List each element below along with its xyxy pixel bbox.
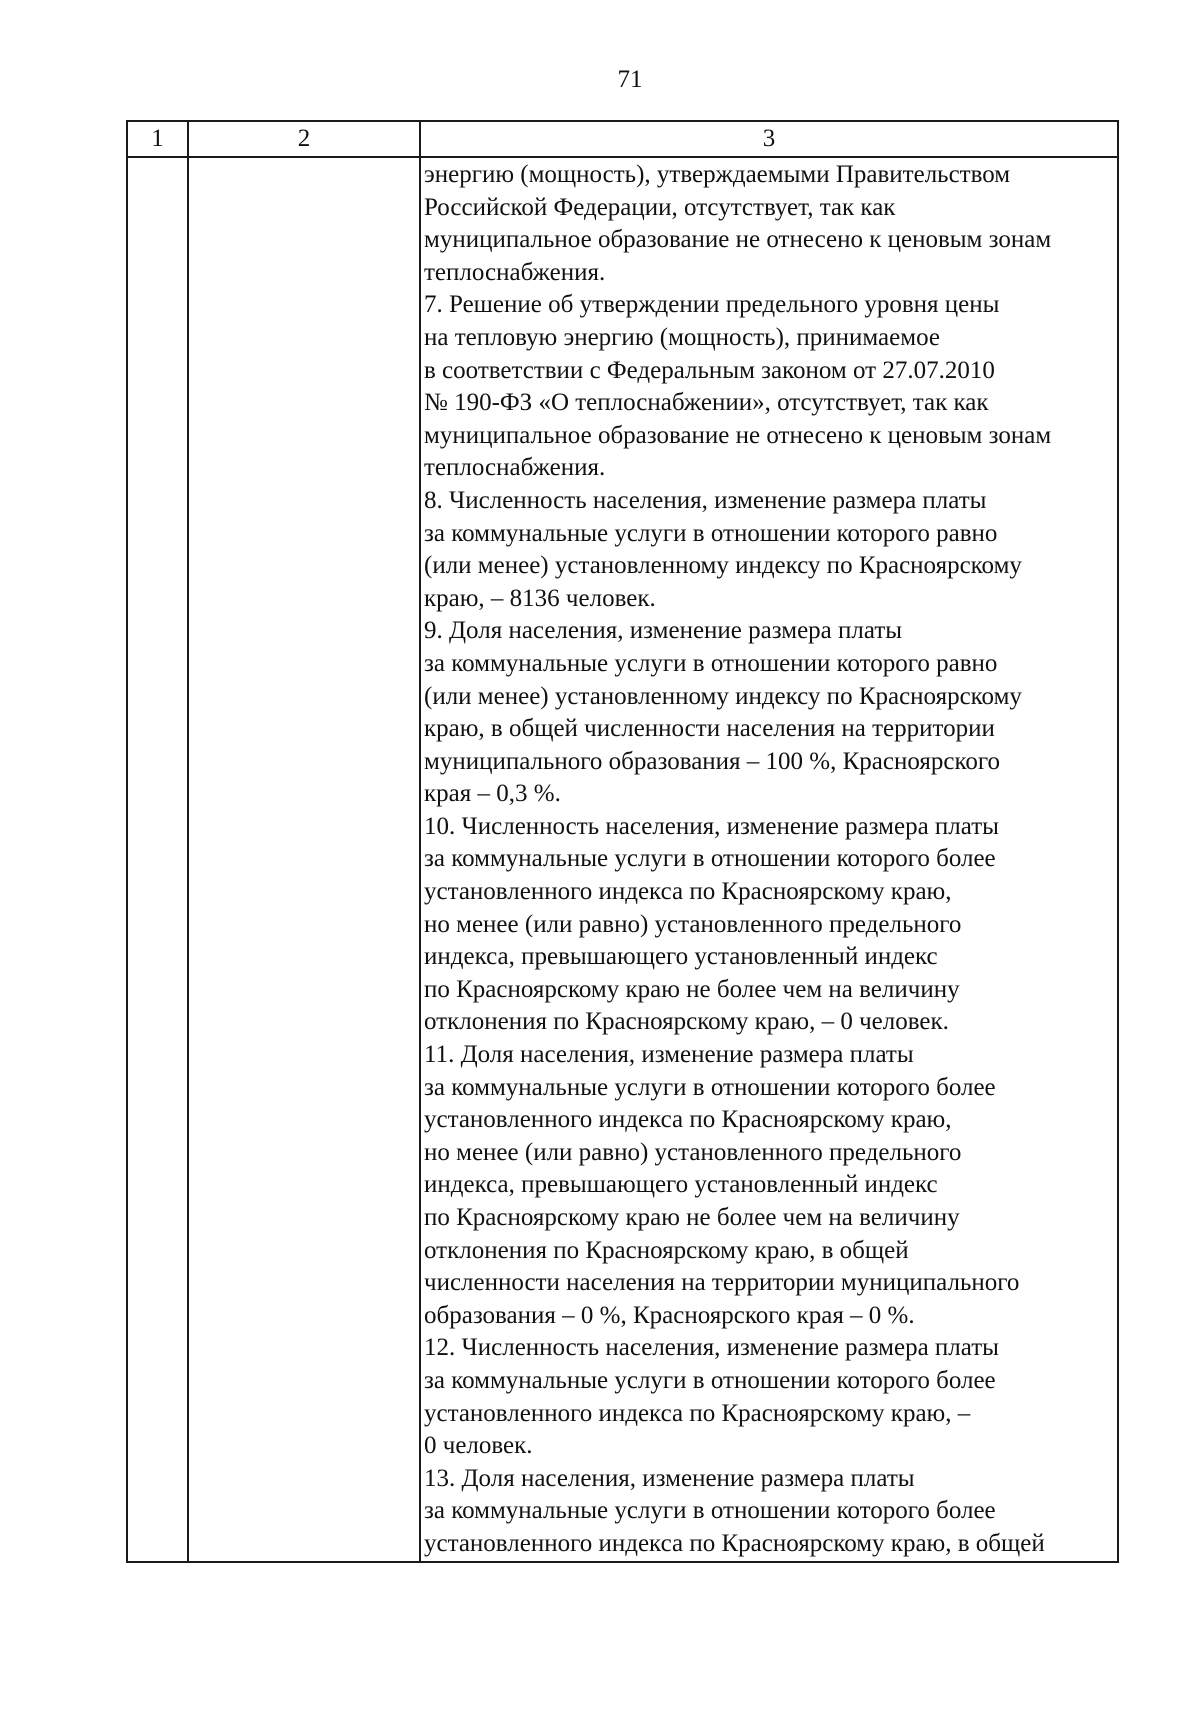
text-line: 11. Доля населения, изменение размера платы: [424, 1041, 914, 1069]
page-number: 71: [617, 66, 643, 93]
text-line: образования – 0 %, Красноярского края – 0 %.: [424, 1301, 915, 1329]
text-line: 12. Численность населения, изменение размера платы: [424, 1334, 999, 1362]
text-line: 7. Решение об утверждении предельного уровня цены: [424, 291, 1000, 319]
text-line: в соответствии с Федеральным законом от 27.07.2010: [424, 356, 995, 384]
text-line: краю, в общей численности населения на территории: [424, 715, 995, 743]
text-line: по Красноярскому краю не более чем на величину: [424, 1204, 960, 1231]
text-line: но менее (или равно) установленного предельного: [424, 910, 962, 938]
column-divider: [419, 122, 421, 1561]
text-line: 8. Численность населения, изменение размера платы: [424, 486, 987, 514]
text-line: за коммунальные услуги в отношении которого более: [424, 845, 996, 873]
text-line: по Красноярскому краю не более чем на величину: [424, 975, 960, 1003]
document-table: [126, 120, 1119, 1563]
text-line: (или менее) установленному индексу по Красноярскому: [424, 682, 1022, 710]
column-divider: [187, 122, 189, 1561]
text-line: отклонения по Красноярскому краю, в общей: [424, 1236, 909, 1264]
text-line: установленного индекса по Красноярскому краю, –: [424, 1399, 971, 1427]
text-line: индекса, превышающего установленный индекс: [424, 1171, 938, 1199]
text-line: за коммунальные услуги в отношении которого более: [424, 1073, 996, 1101]
text-line: за коммунальные услуги в отношении которого более: [424, 1366, 996, 1394]
text-line: краю, – 8136 человек.: [424, 584, 656, 612]
text-line: муниципальное образование не отнесено к ценовым зонам: [424, 421, 1052, 449]
text-line: края – 0,3 %.: [424, 780, 561, 808]
text-line: численности населения на территории муниципального: [424, 1269, 1020, 1297]
text-line: Российской Федерации, отсутствует, так как: [424, 193, 896, 221]
text-line: 10. Численность населения, изменение размера платы: [424, 812, 999, 840]
text-line: отклонения по Красноярскому краю, – 0 человек.: [424, 1008, 949, 1036]
text-line: установленного индекса по Красноярскому краю,: [424, 878, 952, 906]
text-line: установленного индекса по Красноярскому краю, в общей: [424, 1529, 1045, 1557]
text-line: № 190-ФЗ «О теплоснабжении», отсутствует, так как: [424, 389, 989, 417]
text-line: (или менее) установленному индексу по Красноярскому: [424, 552, 1022, 580]
text-line: на тепловую энергию (мощность), принимаемое: [424, 323, 940, 351]
text-line: за коммунальные услуги в отношении которого равно: [424, 519, 998, 547]
header-cell-2: 2: [297, 125, 311, 152]
text-line: индекса, превышающего установленный индекс: [424, 943, 938, 971]
column-3-body-text: [424, 159, 1134, 1561]
text-line: 9. Доля населения, изменение размера платы: [424, 617, 903, 645]
text-line: 13. Доля населения, изменение размера платы: [424, 1464, 915, 1492]
text-line: 0 человек.: [424, 1432, 533, 1460]
text-line: за коммунальные услуги в отношении которого равно: [424, 649, 998, 677]
text-line: энергию (мощность), утверждаемыми Правительством: [424, 161, 1011, 188]
text-line: теплоснабжения.: [424, 454, 606, 482]
header-cell-3: 3: [762, 125, 776, 152]
text-line: установленного индекса по Красноярскому краю,: [424, 1106, 952, 1134]
header-cell-1: 1: [151, 125, 164, 152]
text-line: но менее (или равно) установленного предельного: [424, 1138, 962, 1166]
text-line: теплоснабжения.: [424, 258, 606, 286]
text-line: муниципальное образование не отнесено к ценовым зонам: [424, 226, 1052, 254]
table-header-row: [128, 122, 1117, 158]
text-line: за коммунальные услуги в отношении которого более: [424, 1497, 996, 1525]
text-line: муниципального образования – 100 %, Красноярского: [424, 747, 1000, 775]
